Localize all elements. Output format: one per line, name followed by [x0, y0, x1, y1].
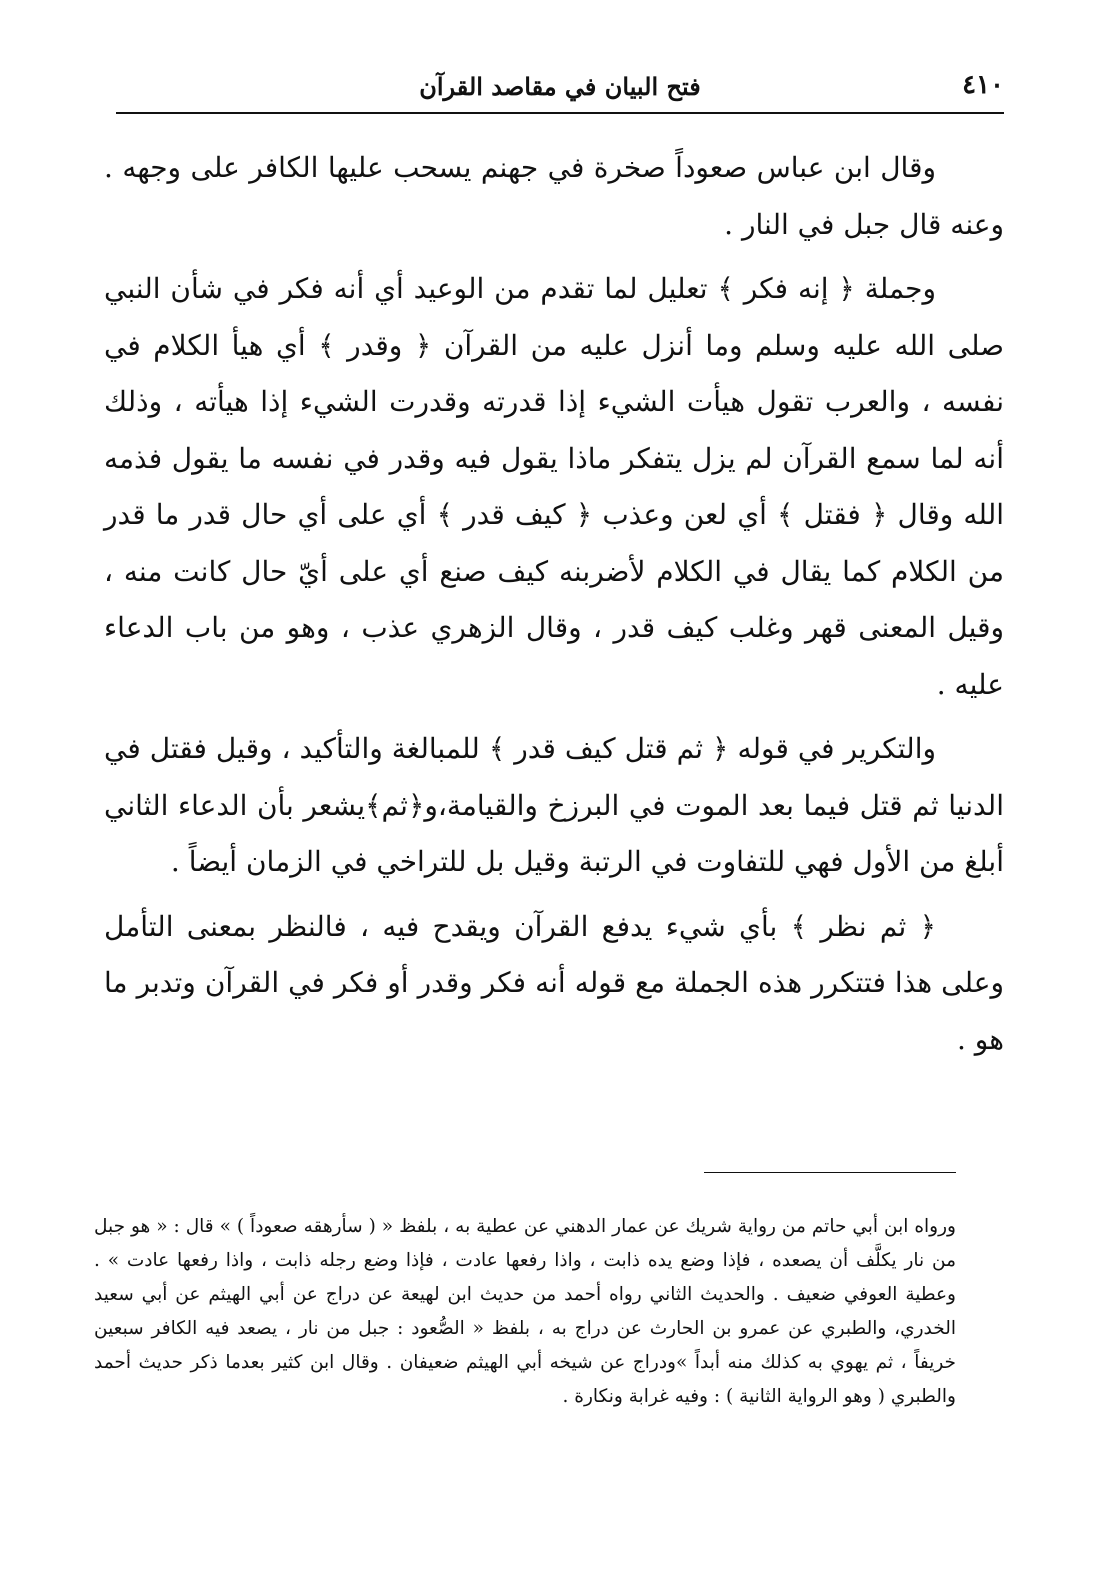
running-title: فتح البيان في مقاصد القرآن — [419, 72, 701, 101]
body-paragraph: ﴿ ثم نظر ﴾ بأي شيء يدفع القرآن ويقدح فيه ، فالنظر بمعنى التأمل وعلى هذا فتتكرر هذه الجملة مع قوله أنه فكر وقدر أو فكر في القرآن وتدبر ما هو . — [104, 909, 1004, 1056]
body-paragraph: وجملة ﴿ إنه فكر ﴾ تعليل لما تقدم من الوعيد أي أنه فكر في شأن النبي صلى الله عليه وسلم وما أنزل عليه من القرآن ﴿ وقدر ﴾ أي هيأ الكلام في نفسه ، والعرب تقول هيأت الشيء إذا قدرته وقدرت الشيء إذا هيأته ، وذلك أنه لما سمع القرآن لم يزل يتفكر ماذا يقول فيه وقدر في نفسه ما يقول فذمه الله وقال ﴿ فقتل ﴾ أي لعن وعذب ﴿ كيف قدر ﴾ أي على أي حال قدر ما قدر من الكلام كما يقال في الكلام لأضربنه كيف صنع أي على أيّ حال كانت منه ، وقيل المعنى قهر وغلب كيف قدر ، وقال الزهري عذب ، وهو من باب الدعاء عليه . — [104, 272, 1004, 701]
body-paragraph: والتكرير في قوله ﴿ ثم قتل كيف قدر ﴾ للمبالغة والتأكيد ، وقيل فقتل في الدنيا ثم قتل فيما بعد الموت في البرزخ والقيامة،و﴿ثم﴾يشعر بأن الدعاء الثاني أبلغ من الأول فهي للتفاوت في الرتبة وقيل بل للتراخي في الزمان أيضاً . — [104, 732, 1004, 878]
page-header — [116, 66, 1004, 114]
footnote-separator — [704, 1172, 956, 1173]
body-paragraph: وقال ابن عباس صعوداً صخرة في جهنم يسحب عليها الكافر على وجهه . وعنه قال جبل في النار . — [104, 151, 1004, 241]
footnote-paragraph: ورواه ابن أبي حاتم من رواية شريك عن عمار الدهني عن عطية به ، بلفظ « ( سأرهقه صعوداً ) » قال : « هو جبل من نار يكلَّف أن يصعده ، فإذا وضع يده ذابت ، واذا رفعها عادت ، فإذا وضع رجله ذابت ، واذا رفعها عادت » . وعطية العوفي ضعيف . والحديث الثاني رواه أحمد من حديث ابن لهيعة عن دراج عن أبي الهيثم عن أبي سعيد الخدري، والطبري عن عمرو بن الحارث عن دراج به ، بلفظ « الصُّعود : جبل من نار ، يصعد فيه الكافر سبعين خريفاً ، ثم يهوي به كذلك منه أبداً »ودراج عن شيخه أبي الهيثم ضعيفان . وقال ابن كثير بعدما ذكر حديث أحمد والطبري ( وهو الرواية الثانية ) : وفيه غرابة ونكارة . — [94, 1216, 956, 1407]
footnotes — [94, 1210, 956, 1414]
main-text — [104, 140, 1004, 1068]
page-number: ٤١٠ — [962, 70, 1004, 100]
